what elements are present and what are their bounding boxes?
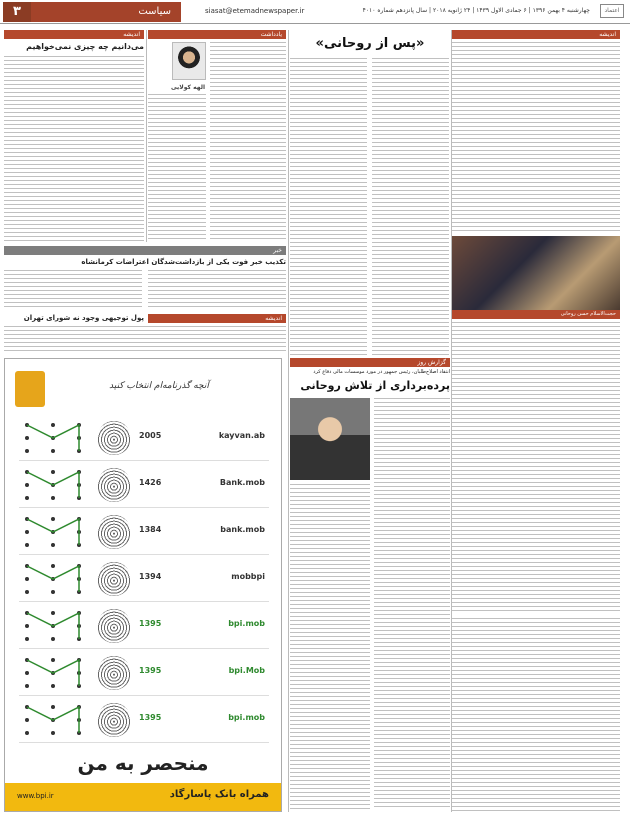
right-article-body-2 [452, 618, 620, 814]
page-number: ۳ [3, 2, 31, 22]
ad-row [19, 509, 269, 555]
section-title: سیاست [31, 2, 181, 22]
newspaper-logo: اعتماد [600, 4, 624, 18]
fingerprint-icon [97, 609, 131, 643]
ad-row-code: 1426 [139, 478, 162, 487]
bottom-article-text [4, 326, 286, 354]
right-article-text [452, 42, 620, 234]
ad-row-label: kayvan.ab [218, 431, 265, 440]
left-section-bar: اندیشه [4, 30, 144, 39]
row-divider [19, 554, 269, 555]
row-divider [19, 648, 269, 649]
ad-row-code: 1384 [139, 525, 162, 534]
short-news-text-2 [148, 270, 286, 310]
fingerprint-icon [97, 421, 131, 455]
fingerprint-icon [97, 656, 131, 690]
ad-row-label: bpi.mob [228, 619, 265, 628]
ad-row-code: 1394 [139, 572, 162, 581]
ad-footer-bar [5, 783, 281, 811]
page-header [0, 0, 630, 24]
grid-pattern-icon [19, 515, 87, 549]
minister-photo [290, 398, 370, 480]
report-kicker: انتقاد اصلاح‌طلبان، رئیس جمهور در مورد موسسات مالی دفاع کرد [313, 369, 450, 375]
ad-row [19, 697, 269, 743]
column-divider [288, 30, 289, 812]
bottom-section-bar: اندیشه [148, 314, 286, 323]
author-photo [172, 42, 206, 80]
left-article-text [4, 56, 144, 242]
grid-pattern-icon [19, 468, 87, 502]
short-news-title: تکذیب خبر فوت یکی از بازداشت‌شدگان اعتراضات کرمانشاه [81, 258, 286, 266]
grid-pattern-icon [19, 421, 87, 455]
short-news-bar: خبر [4, 246, 286, 255]
row-divider [19, 695, 269, 696]
fingerprint-icon [97, 515, 131, 549]
ad-row [19, 556, 269, 602]
grid-pattern-icon [19, 656, 87, 690]
photo-caption: حجت‌الاسلام حسن روحانی [452, 310, 620, 319]
ad-headline: منحصر به من [77, 751, 209, 775]
ad-row-code: 2005 [139, 431, 162, 440]
fingerprint-icon [97, 468, 131, 502]
date-line: چهارشنبه ۴ بهمن ۱۳۹۶ | ۶ جمادی الاول ۱۴۳۹ | ۲۴ ژانویه ۲۰۱۸ | سال پانزدهم شماره ۴۰۱۰ [362, 7, 590, 14]
grid-pattern-icon [19, 609, 87, 643]
note-text-col-1 [210, 42, 286, 242]
bottom-article-title: پول توجیهی وجود نه شورای تهران [23, 314, 144, 322]
main-article-col-1 [290, 58, 367, 356]
main-article-col-2 [372, 58, 449, 356]
ad-footer-url[interactable]: www.bpi.ir [17, 792, 54, 800]
main-article-title: «پس از روحانی» [315, 36, 425, 51]
bank-advertisement[interactable] [4, 358, 282, 812]
fingerprint-icon [97, 703, 131, 737]
right-article-body [452, 322, 620, 614]
ad-row-code: 1395 [139, 713, 162, 722]
ad-row-label: bpi.Mob [228, 666, 265, 675]
author-name: الهه کولایی [170, 84, 206, 91]
row-divider [19, 460, 269, 461]
website-link[interactable]: siasat@etemadnewspaper.ir [205, 7, 305, 15]
ad-footer-title: همراه بانک پاسارگاد [169, 789, 269, 800]
column-divider [451, 30, 452, 812]
report-col-right [374, 398, 450, 810]
row-divider [19, 507, 269, 508]
note-text-col-2 [148, 94, 206, 242]
row-divider [19, 742, 269, 743]
row-divider [19, 601, 269, 602]
right-section-bar: اندیشه [452, 30, 620, 39]
short-news-text-1 [4, 270, 142, 310]
report-col-left [290, 484, 370, 810]
fingerprint-icon [97, 562, 131, 596]
note-section-bar: یادداشت [148, 30, 286, 39]
ad-slogan: آنچه گذرنامه‌ام انتخاب کنید [109, 381, 209, 391]
rouhani-photo [452, 236, 620, 310]
ad-row-label: bank.mob [220, 525, 265, 534]
grid-pattern-icon [19, 562, 87, 596]
ad-row-label: bpi.mob [228, 713, 265, 722]
left-article-title: می‌دانیم چه چیزی نمی‌خواهیم [26, 42, 144, 51]
ad-row-label: Bank.mob [219, 478, 265, 487]
ad-row-label: mobbpi [231, 572, 265, 581]
bank-logo-icon [15, 371, 45, 407]
ad-row [19, 603, 269, 649]
report-title: پرده‌برداری از تلاش روحانی [300, 379, 450, 392]
ad-row [19, 415, 269, 461]
grid-pattern-icon [19, 703, 87, 737]
ad-row-code: 1395 [139, 619, 162, 628]
ad-row-code: 1395 [139, 666, 162, 675]
report-section-bar: گزارش روز [290, 358, 450, 367]
ad-row [19, 650, 269, 696]
ad-row [19, 462, 269, 508]
column-divider [146, 30, 147, 242]
